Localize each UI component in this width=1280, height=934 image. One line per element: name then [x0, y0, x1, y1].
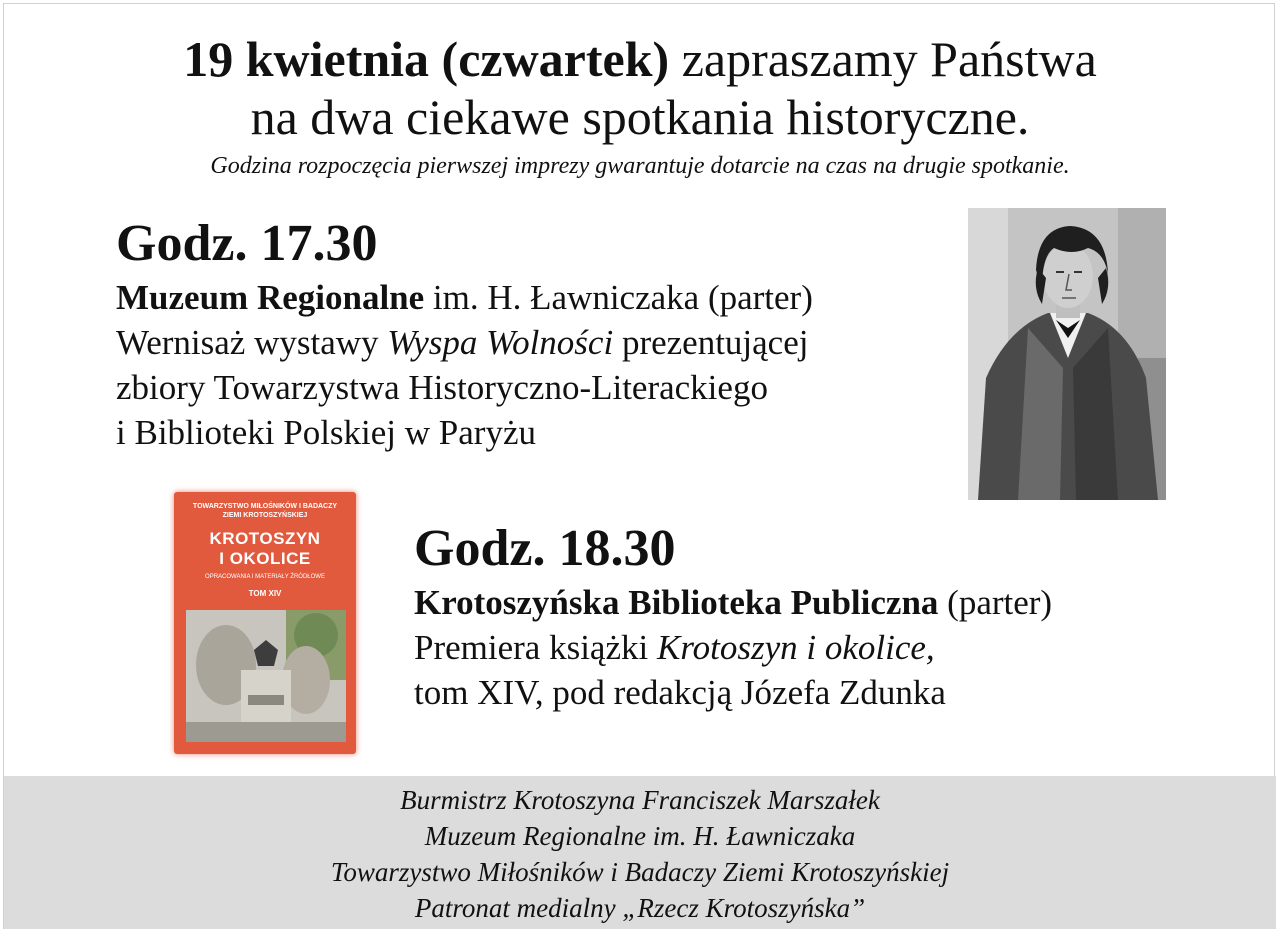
event-1-desc-line-2: zbiory Towarzystwa Historyczno-Literackiego — [116, 368, 768, 407]
sponsor-line: Towarzystwo Miłośników i Badaczy Ziemi Krotoszyńskiej — [330, 857, 950, 887]
headline-line-2: na dwa ciekawe spotkania historyczne. — [250, 89, 1030, 145]
portrait-photo — [968, 208, 1166, 500]
event-2-venue — [414, 580, 1234, 625]
event-2-venue-name: Krotoszyńska Biblioteka Publiczna — [414, 583, 939, 622]
sponsor-line: Patronat medialny „Rzecz Krotoszyńska” — [414, 893, 866, 923]
event-2-desc-line-2: tom XIV, pod redakcją Józefa Zdunka — [414, 673, 946, 712]
book-cover-photo — [186, 610, 346, 742]
headline — [0, 30, 1280, 146]
book-society-line-1: TOWARZYSTWO MIŁOŚNIKÓW I BADACZY — [192, 503, 338, 510]
book-title — [174, 529, 356, 569]
event-1-venue — [116, 275, 956, 320]
event-2-time: Godz. 18.30 — [414, 520, 676, 577]
event-1 — [116, 213, 956, 455]
event-1-desc-line-1 — [116, 320, 956, 365]
sponsors-footer — [4, 776, 1276, 929]
event-1-time: Godz. 17.30 — [116, 215, 378, 272]
exhibition-title: Wyspa Wolności — [387, 323, 614, 362]
headline-invite: zapraszamy Państwa — [669, 31, 1097, 87]
event-1-desc-suffix: prezentującej — [613, 323, 809, 362]
monument-illustration — [186, 610, 346, 742]
book-volume: TOM XIV — [248, 589, 282, 598]
sponsor-line: Muzeum Regionalne im. H. Ławniczaka — [424, 821, 856, 851]
book-title-line-2: I OKOLICE — [219, 549, 311, 568]
sponsor-line: Burmistrz Krotoszyna Franciszek Marszałek — [400, 785, 880, 815]
book-title-line-1: KROTOSZYN — [209, 529, 321, 548]
book-society — [174, 502, 356, 520]
event-2 — [414, 518, 1234, 715]
event-2-desc-line-1 — [414, 625, 1234, 670]
book-society-line-2: ZIEMI KROTOSZYŃSKIEJ — [222, 512, 308, 519]
portrait-illustration — [968, 208, 1166, 500]
event-1-desc-prefix: Wernisaż wystawy — [116, 323, 388, 362]
event-1-venue-detail: im. H. Ławniczaka (parter) — [424, 278, 813, 317]
headline-line-1 — [0, 30, 1280, 88]
book-subtitle: OPRACOWANIA I MATERIAŁY ŹRÓDŁOWE — [205, 574, 325, 580]
event-2-venue-detail: (parter) — [938, 583, 1053, 622]
event-1-venue-name: Muzeum Regionalne — [116, 278, 425, 317]
sponsors-list — [4, 782, 1276, 926]
timing-note: Godzina rozpoczęcia pierwszej imprezy gwarantuje dotarcie na czas na drugie spotkanie. — [210, 153, 1070, 179]
event-2-desc-prefix: Premiera książki — [414, 628, 657, 667]
book-title-reference: Krotoszyn i okolice, — [656, 628, 935, 667]
event-1-desc-line-3: i Biblioteki Polskiej w Paryżu — [116, 413, 536, 452]
headline-date: 19 kwietnia (czwartek) — [183, 31, 670, 87]
book-cover — [174, 492, 356, 754]
